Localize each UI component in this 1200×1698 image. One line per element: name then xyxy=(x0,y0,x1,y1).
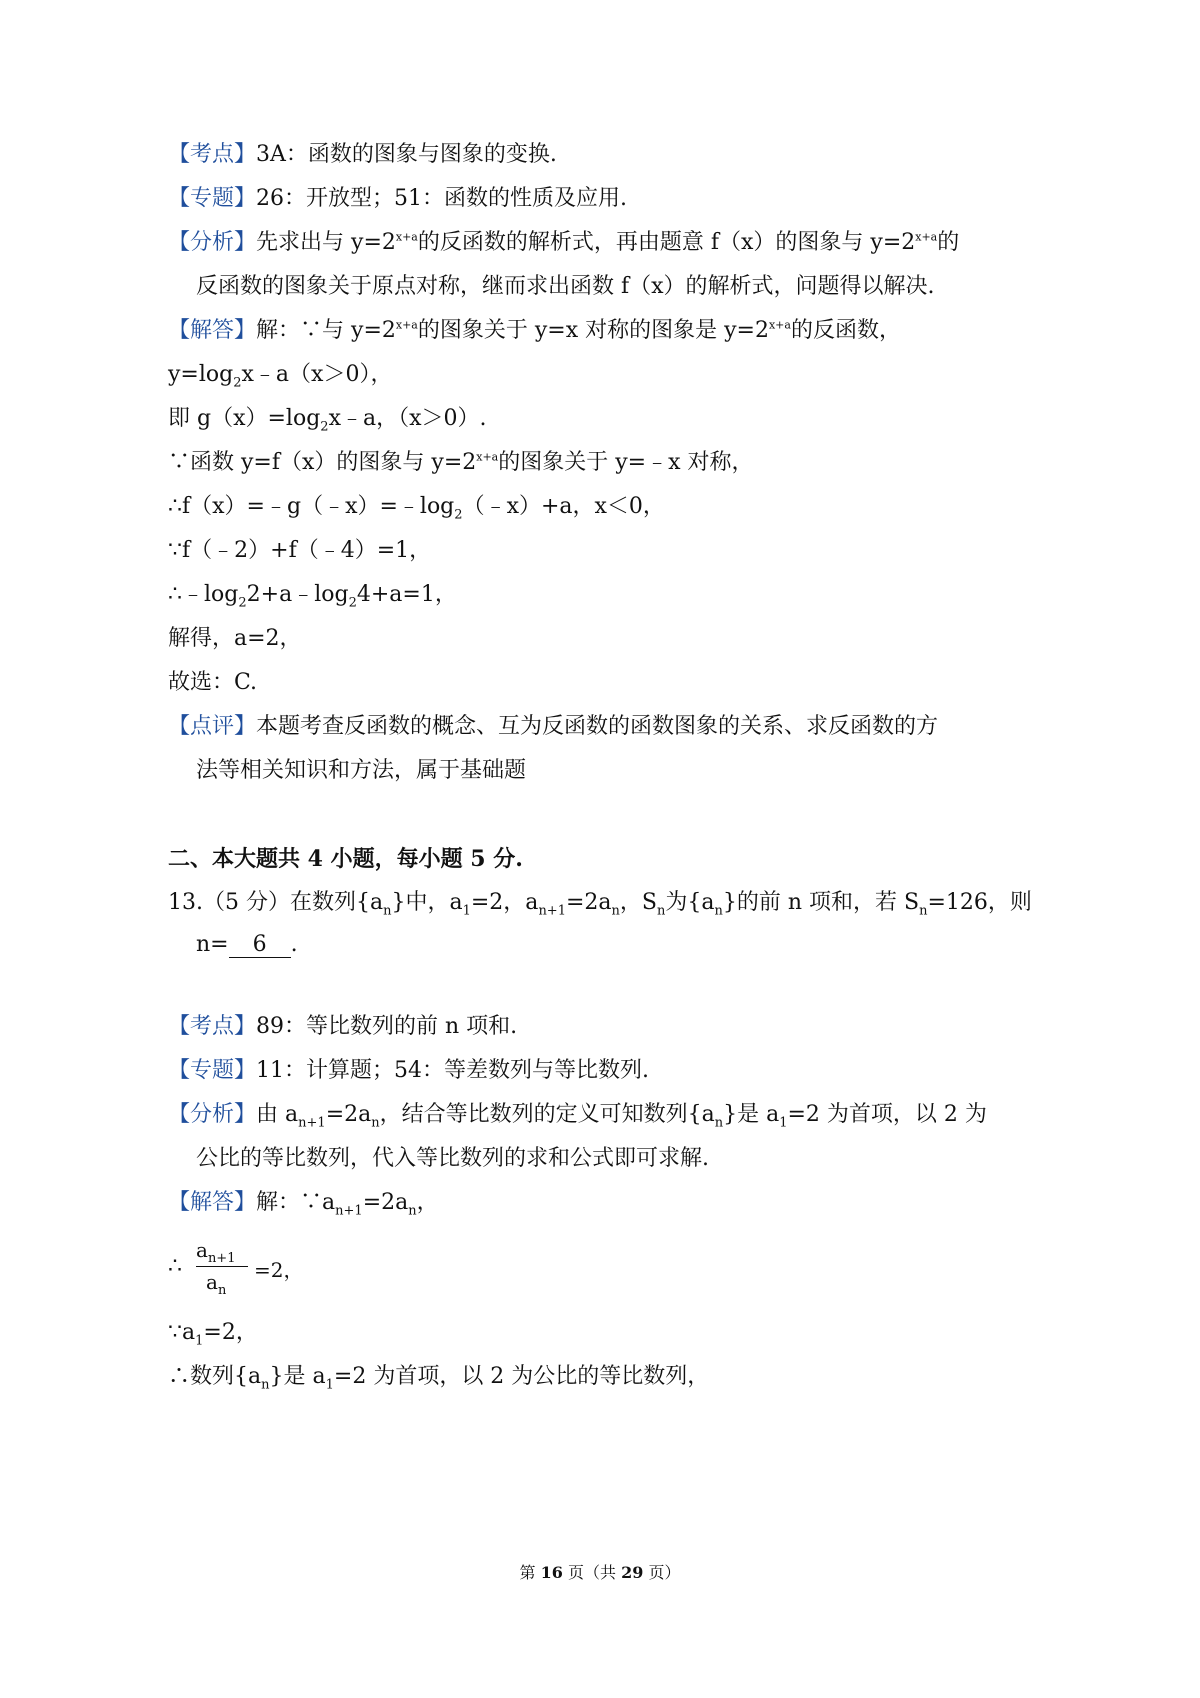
fraction-expression xyxy=(186,1238,304,1298)
jieda-text: 的反函数， xyxy=(790,318,901,343)
q13-jieda xyxy=(168,1188,439,1218)
subscript: n xyxy=(408,1203,417,1219)
fraction-denominator xyxy=(206,1270,227,1298)
subscript: 2 xyxy=(238,595,247,611)
jieda-text: 的图象关于 y=x 对称的图象是 y=2 xyxy=(417,318,769,343)
dianping-tag: 【点评】 xyxy=(168,714,257,739)
numerator-base: a xyxy=(196,1238,208,1262)
therefore-symbol: ∴ xyxy=(168,1254,182,1279)
kaodian-tag: 【考点】 xyxy=(168,142,257,167)
subscript: n xyxy=(261,1377,270,1393)
fenxi-text: }是 a xyxy=(723,1102,780,1127)
footer-text: 第 xyxy=(519,1563,541,1582)
jieda-text: 解：∵与 y=2 xyxy=(256,318,396,343)
step-text: ∵函数 y=f（x）的图象与 y=2 xyxy=(168,450,477,475)
q12-kaodian xyxy=(168,140,557,170)
subscript: n xyxy=(919,903,928,919)
q13-fenxi-line2: 公比的等比数列，代入等比数列的求和公式即可求解. xyxy=(196,1146,709,1171)
q13-kaodian xyxy=(168,1012,517,1042)
subscript: 2 xyxy=(233,375,242,391)
fenxi-text: =2 为首项，以 2 为 xyxy=(787,1102,987,1127)
question-text: =2，a xyxy=(470,890,539,915)
q12-step1 xyxy=(168,360,392,390)
step-text: =2， xyxy=(203,1320,258,1345)
q12-step6 xyxy=(168,580,457,610)
subscript: 2 xyxy=(348,595,357,611)
jieda-text: ， xyxy=(416,1190,439,1215)
subscript: 1 xyxy=(779,1115,788,1131)
step-text: 即 g（x）=log xyxy=(168,406,321,431)
question-text: n= xyxy=(196,932,229,957)
step-text: }是 a xyxy=(269,1364,326,1389)
step-text: ∵a xyxy=(168,1320,196,1345)
fraction-bar xyxy=(196,1266,248,1267)
jieda-tag: 【解答】 xyxy=(168,1190,257,1215)
total-pages: 29 xyxy=(621,1563,644,1582)
question-text: . xyxy=(290,932,298,957)
q12-jieda xyxy=(168,316,901,346)
q12-fenxi-line2: 反函数的图象关于原点对称，继而求出函数 f（x）的解析式，问题得以解决. xyxy=(196,274,935,299)
zhuanti-text: 11：计算题；54：等差数列与等比数列. xyxy=(256,1058,649,1083)
kaodian-text: 3A：函数的图象与图象的变换. xyxy=(256,142,557,167)
q13-question-line2 xyxy=(196,930,298,960)
subscript: 1 xyxy=(462,903,471,919)
subscript: n xyxy=(611,903,620,919)
jieda-text: 解：∵a xyxy=(256,1190,336,1215)
jieda-tag: 【解答】 xyxy=(168,318,257,343)
step-text: （﹣x）+a，x＜0， xyxy=(462,494,665,519)
step-text: x﹣a（x＞0）， xyxy=(241,362,393,387)
q12-step5: ∵f（﹣2）+f（﹣4）=1， xyxy=(168,538,432,563)
exponent: x+a xyxy=(476,450,499,464)
q12-zhuanti xyxy=(168,184,627,214)
zhuanti-text: 26：开放型；51：函数的性质及应用. xyxy=(256,186,627,211)
fenxi-tag: 【分析】 xyxy=(168,1102,257,1127)
fenxi-text: 由 a xyxy=(256,1102,299,1127)
question-text: ，S xyxy=(619,890,657,915)
fenxi-text: =2a xyxy=(325,1102,372,1127)
denominator-base: a xyxy=(206,1270,218,1294)
subscript: n+1 xyxy=(298,1115,326,1131)
question-text: }的前 n 项和，若 S xyxy=(722,890,920,915)
step-text: 的图象关于 y=﹣x 对称， xyxy=(498,450,754,475)
subscript: n+1 xyxy=(335,1203,363,1219)
exponent: x+a xyxy=(915,230,938,244)
q13-question-line1 xyxy=(168,888,1032,918)
step-text: ∴﹣log xyxy=(168,582,239,607)
q13-step3 xyxy=(168,1362,709,1392)
subscript: 2 xyxy=(320,419,329,435)
question-text: 为{a xyxy=(665,890,715,915)
fenxi-text: 先求出与 y=2 xyxy=(256,230,396,255)
jieda-text: =2a xyxy=(362,1190,409,1215)
subscript: n xyxy=(714,1115,724,1131)
subscript: n xyxy=(714,903,723,919)
kaodian-tag: 【考点】 xyxy=(168,1014,257,1039)
page-number: 16 xyxy=(540,1563,563,1582)
question-text: =2a xyxy=(565,890,612,915)
section-heading: 二、本大题共 4 小题，每小题 5 分. xyxy=(168,846,523,872)
subscript: 1 xyxy=(195,1333,204,1349)
footer-text: 页（共 xyxy=(562,1563,622,1582)
footer-text: 页） xyxy=(643,1563,681,1582)
fenxi-tag: 【分析】 xyxy=(168,230,257,255)
q12-dianping-line1 xyxy=(168,712,938,742)
q12-step7: 解得，a=2， xyxy=(168,626,302,651)
q12-step2 xyxy=(168,404,487,434)
question-text: 13.（5 分）在数列{a xyxy=(168,890,384,915)
subscript: n xyxy=(383,903,392,919)
q12-dianping-line2: 法等相关知识和方法，属于基础题 xyxy=(196,758,527,783)
kaodian-text: 89：等比数列的前 n 项和. xyxy=(256,1014,518,1039)
q12-step8: 故选：C. xyxy=(168,670,258,695)
step-text: ∴f（x）=﹣g（﹣x）=﹣log xyxy=(168,494,455,519)
fenxi-text: 的反函数的解析式，再由题意 f（x）的图象与 y=2 xyxy=(417,230,916,255)
step-text: y=log xyxy=(168,362,234,387)
subscript: n xyxy=(371,1115,380,1131)
question-text: =126，则 xyxy=(927,890,1032,915)
step-text: 2+a﹣log xyxy=(246,582,349,607)
step-text: 4+a=1， xyxy=(356,582,457,607)
exponent: x+a xyxy=(395,230,418,244)
question-text: }中，a xyxy=(391,890,463,915)
zhuanti-tag: 【专题】 xyxy=(168,1058,257,1083)
answer-blank: 6 xyxy=(229,933,291,958)
q12-step4 xyxy=(168,492,665,522)
step-text: ∴数列{a xyxy=(168,1364,262,1389)
step-text: =2 为首项，以 2 为公比的等比数列， xyxy=(333,1364,710,1389)
fraction-equals: =2， xyxy=(254,1258,304,1282)
q12-fenxi-line1 xyxy=(168,228,959,258)
subscript: 2 xyxy=(454,507,463,523)
zhuanti-tag: 【专题】 xyxy=(168,186,257,211)
subscript: n+1 xyxy=(207,1251,236,1266)
exponent: x+a xyxy=(395,318,418,332)
q12-step3 xyxy=(168,448,754,478)
fenxi-text: 的 xyxy=(937,230,960,255)
q13-step2 xyxy=(168,1318,258,1348)
exponent: x+a xyxy=(768,318,791,332)
fenxi-text: ，结合等比数列的定义可知数列{a xyxy=(379,1102,715,1127)
dianping-text: 本题考查反函数的概念、互为反函数的函数图象的关系、求反函数的方 xyxy=(256,714,939,739)
page-footer xyxy=(0,1560,1200,1583)
q13-zhuanti xyxy=(168,1056,649,1086)
step-text: x﹣a，（x＞0）. xyxy=(328,406,487,431)
fraction-numerator xyxy=(196,1238,236,1266)
subscript: n xyxy=(656,903,666,919)
subscript: n xyxy=(217,1283,227,1298)
subscript: 1 xyxy=(325,1377,334,1393)
q13-fenxi-line1 xyxy=(168,1100,987,1130)
subscript: n+1 xyxy=(538,903,566,919)
